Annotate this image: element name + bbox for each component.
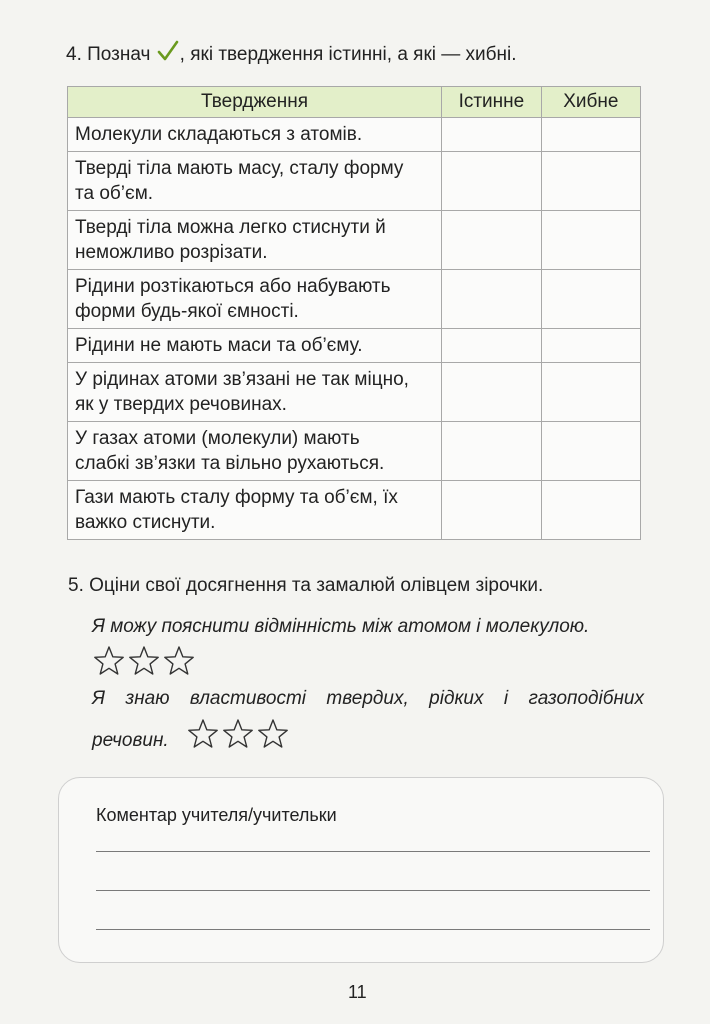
- statement-text: У рідинах атоми зв’язані не так міцно,: [75, 369, 409, 390]
- answer-cell-true[interactable]: [442, 329, 542, 363]
- statement-text: У газах атоми (молекули) мають: [75, 428, 360, 449]
- star-icon[interactable]: [128, 645, 160, 677]
- statement-text: Гази мають сталу форму та об’єм, їх: [75, 487, 398, 508]
- statement-text: Тверді тіла мають масу, сталу форму: [75, 158, 404, 179]
- table-row: [68, 481, 641, 540]
- table-row: [68, 118, 641, 152]
- task4-title-end: , які твердження істинні, а які — хибні.: [179, 44, 517, 65]
- comment-line-1[interactable]: [96, 851, 650, 852]
- answer-cell-false[interactable]: [541, 211, 640, 270]
- statement-cell: [68, 118, 442, 152]
- answer-cell-true[interactable]: [442, 270, 542, 329]
- star-icon[interactable]: [187, 718, 219, 750]
- answer-cell-true[interactable]: [442, 481, 542, 540]
- comment-line-2[interactable]: [96, 890, 650, 891]
- achievement-2: Я знаю властивості твердих, рідких і газоподібних: [92, 688, 644, 709]
- statements-table: [67, 86, 641, 540]
- statement-text: та об’єм.: [75, 183, 154, 204]
- answer-cell-false[interactable]: [541, 363, 640, 422]
- statement-cell: [68, 152, 442, 211]
- statement-text: форми будь-якої ємності.: [75, 301, 299, 322]
- header-true: Істинне: [442, 87, 542, 118]
- table-row: [68, 270, 641, 329]
- table-row: [68, 363, 641, 422]
- header-statement: Твердження: [68, 87, 442, 118]
- answer-cell-false[interactable]: [541, 422, 640, 481]
- star-icon[interactable]: [93, 645, 125, 677]
- table-row: [68, 211, 641, 270]
- answer-cell-true[interactable]: [442, 118, 542, 152]
- teacher-comment-title: Коментар учителя/учительки: [96, 805, 337, 825]
- statement-cell: [68, 211, 442, 270]
- statement-text: Рідини не мають маси та об’єму.: [75, 335, 363, 356]
- statement-cell: [68, 363, 442, 422]
- statement-cell: [68, 481, 442, 540]
- statement-text: Тверді тіла можна легко стиснути й: [75, 217, 386, 238]
- statement-cell: [68, 270, 442, 329]
- statement-cell: [68, 422, 442, 481]
- statement-text: важко стиснути.: [75, 512, 216, 533]
- answer-cell-true[interactable]: [442, 152, 542, 211]
- statement-cell: [68, 329, 442, 363]
- statement-text: Рідини розтікаються або набувають: [75, 276, 391, 297]
- comment-line-3[interactable]: [96, 929, 650, 930]
- table-row: [68, 152, 641, 211]
- star-icon[interactable]: [163, 645, 195, 677]
- answer-cell-true[interactable]: [442, 363, 542, 422]
- table-header-row: [68, 87, 641, 118]
- answer-cell-false[interactable]: [541, 118, 640, 152]
- answer-cell-false[interactable]: [541, 481, 640, 540]
- page-number: 11: [348, 982, 367, 1002]
- task4-title-start: 4. Познач: [66, 44, 151, 65]
- header-false: Хибне: [541, 87, 640, 118]
- achievement-2-end: речовин.: [92, 730, 169, 751]
- statement-text: Молекули складаються з атомів.: [75, 124, 363, 145]
- check-icon: [157, 40, 179, 62]
- achievement-1: Я можу пояснити відмінність між атомом і молекулою.: [92, 616, 590, 637]
- star-rating-2[interactable]: [187, 718, 289, 750]
- star-icon[interactable]: [222, 718, 254, 750]
- statement-text: неможливо розрізати.: [75, 242, 268, 263]
- star-rating-1[interactable]: [93, 645, 195, 677]
- answer-cell-false[interactable]: [541, 270, 640, 329]
- task5-title: 5. Оціни свої досягнення та замалюй олівцем зірочки.: [68, 575, 544, 596]
- answer-cell-false[interactable]: [541, 152, 640, 211]
- answer-cell-true[interactable]: [442, 422, 542, 481]
- table-row: [68, 422, 641, 481]
- task4-title: [66, 40, 517, 66]
- answer-cell-true[interactable]: [442, 211, 542, 270]
- answer-cell-false[interactable]: [541, 329, 640, 363]
- table-row: [68, 329, 641, 363]
- statement-text: як у твердих речовинах.: [75, 394, 287, 415]
- statement-text: слабкі зв’язки та вільно рухаються.: [75, 453, 385, 474]
- star-icon[interactable]: [257, 718, 289, 750]
